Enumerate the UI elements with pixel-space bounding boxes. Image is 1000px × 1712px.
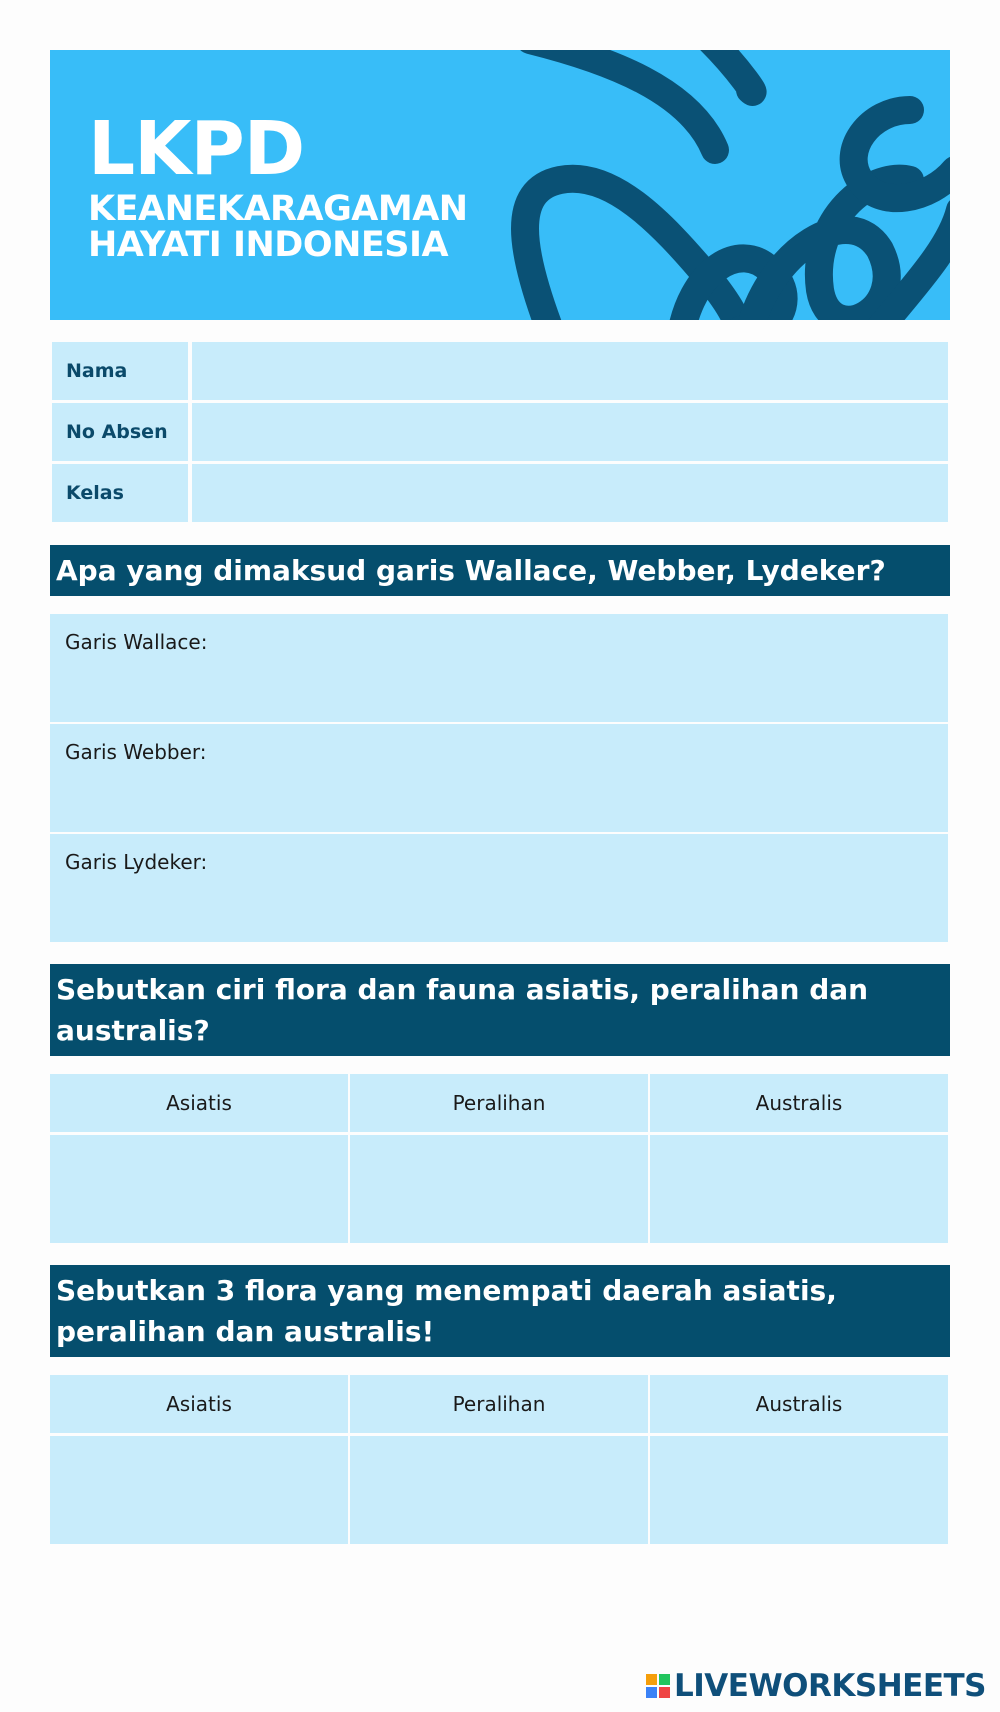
answer-label: Garis Wallace: [65,630,208,654]
column-header-australis: Australis [650,1375,948,1433]
logo-blocks-icon [646,1674,670,1698]
answer-cell-australis[interactable] [650,1436,948,1544]
answer-box-lydeker[interactable] [50,834,948,942]
question-2-header: Sebutkan ciri flora dan fauna asiatis, peralihan dan australis? [50,964,950,1056]
answer-cell-asiatis[interactable] [50,1135,348,1243]
identity-row-kelas [52,464,948,522]
nama-input[interactable] [192,342,948,400]
identity-label: No Absen [52,403,188,461]
kelas-input[interactable] [192,464,948,522]
answer-label: Garis Lydeker: [65,850,208,874]
identity-label: Nama [52,342,188,400]
worksheet-title: LKPD [88,106,305,192]
identity-row-absen [52,403,948,461]
column-header-peralihan: Peralihan [350,1074,648,1132]
question-1-header: Apa yang dimaksud garis Wallace, Webber, Lydeker? [50,545,950,596]
column-header-asiatis: Asiatis [50,1074,348,1132]
brand-name: LIVEWORKSHEETS [674,1668,986,1704]
answer-cell-asiatis[interactable] [50,1436,348,1544]
answer-cell-peralihan[interactable] [350,1135,648,1243]
column-header-asiatis: Asiatis [50,1375,348,1433]
identity-label: Kelas [52,464,188,522]
answer-cell-australis[interactable] [650,1135,948,1243]
question-3-header: Sebutkan 3 flora yang menempati daerah asiatis, peralihan dan australis! [50,1265,950,1357]
answer-label: Garis Webber: [65,740,207,764]
answer-box-wallace[interactable] [50,614,948,722]
worksheet-subtitle-line2: HAYATI INDONESIA [88,225,449,265]
answer-cell-peralihan[interactable] [350,1436,648,1544]
header-banner [50,50,950,320]
no-absen-input[interactable] [192,403,948,461]
identity-row-nama [52,342,948,400]
worksheet-subtitle-line1: KEANEKARAGAMAN [88,189,468,229]
answer-box-webber[interactable] [50,724,948,832]
liveworksheets-logo[interactable] [646,1668,986,1704]
column-header-australis: Australis [650,1074,948,1132]
column-header-peralihan: Peralihan [350,1375,648,1433]
